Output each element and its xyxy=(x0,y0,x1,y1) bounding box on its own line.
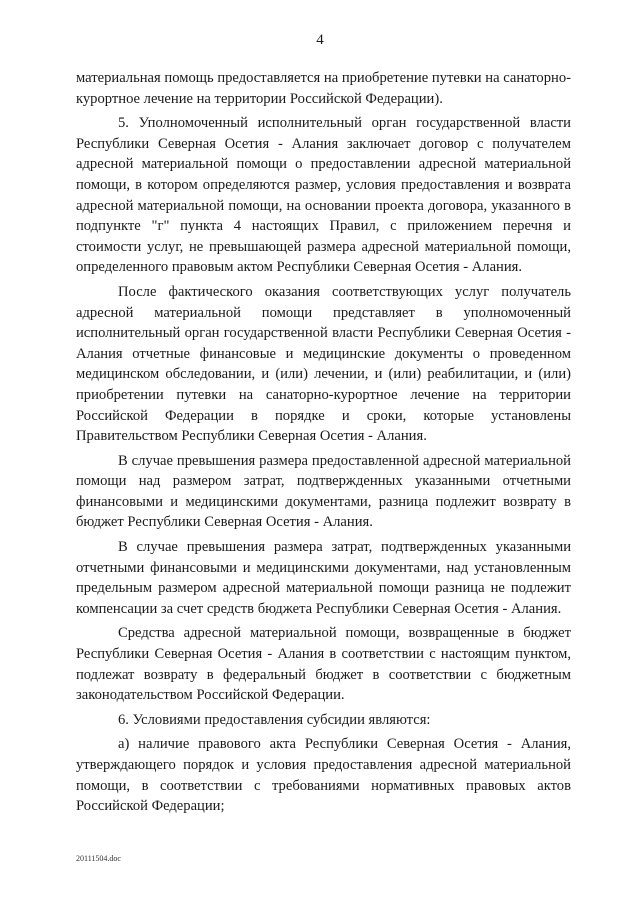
document-body xyxy=(76,68,571,821)
document-file-code: 20111504.doc xyxy=(76,854,121,863)
paragraph-item-6: 6. Условиями предоставления субсидии являются: xyxy=(118,711,431,728)
paragraph-subitem-a: а) наличие правового акта Республики Северная Осетия - Алания, утверждающего порядок и условия предоставления адресной материальной помощи, в соответствии с требованиями нормативных правовых актов Российской Федерации; xyxy=(76,736,571,815)
paragraph-excess-costs: В случае превышения размера затрат, подтвержденных указанными отчетными финансовыми и медицинскими документами, над установленным предельным размером адресной материальной помощи разница не подлежит компенсации за счет средств бюджета Республики Северная Осетия - Алания. xyxy=(76,539,571,617)
paragraph-excess-assistance: В случае превышения размера предоставленной адресной материальной помощи над размером затрат, подтвержденных указанными отчетными финансовыми и медицинскими документами, разница подлежит возврату в бюджет Республики Северная Осетия - Алания. xyxy=(76,452,571,531)
paragraph-reporting-documents: После фактического оказания соответствующих услуг получатель адресной материальной помощи представляет в уполномоченный исполнительный орган государственной власти Республики Северная Осетия - Алания отчетные финансовые и медицинские документы о проведенном медицинском обследовании, и (или) лечении, и (или) реабилитации, и (или) приобретении путевки на санаторно-курортное лечение на территории Российской Федерации в порядке и сроки, которые установлены Правительством Республики Северная Осетия - Алания. xyxy=(76,283,571,445)
page-number: 4 xyxy=(316,32,324,48)
paragraph-continuation: материальная помощь предоставляется на приобретение путевки на санаторно-курортное лечение на территории Российской Федерации). xyxy=(76,70,571,107)
paragraph-item-5: 5. Уполномоченный исполнительный орган государственной власти Республики Северная Осетия - Алания заключает договор с получателем адресной материальной помощи о предоставлении адресной материальной помощи, в котором определяются размер, условия предоставления и возврата адресной материальной помощи, на основании проекта договора, указанного в подпункте "г" пункта 4 настоящих Правил, с приложением перечня и стоимости услуг, не превышающей размера адресной материальной помощи, определенного правовым актом Республики Северная Осетия - Алания. xyxy=(76,115,571,276)
paragraph-returned-funds: Средства адресной материальной помощи, возвращенные в бюджет Республики Северная Осетия - Алания в соответствии с настоящим пунктом, подлежат возврату в федеральный бюджет в соответствии с бюджетным законодательством Российской Федерации. xyxy=(76,625,571,704)
